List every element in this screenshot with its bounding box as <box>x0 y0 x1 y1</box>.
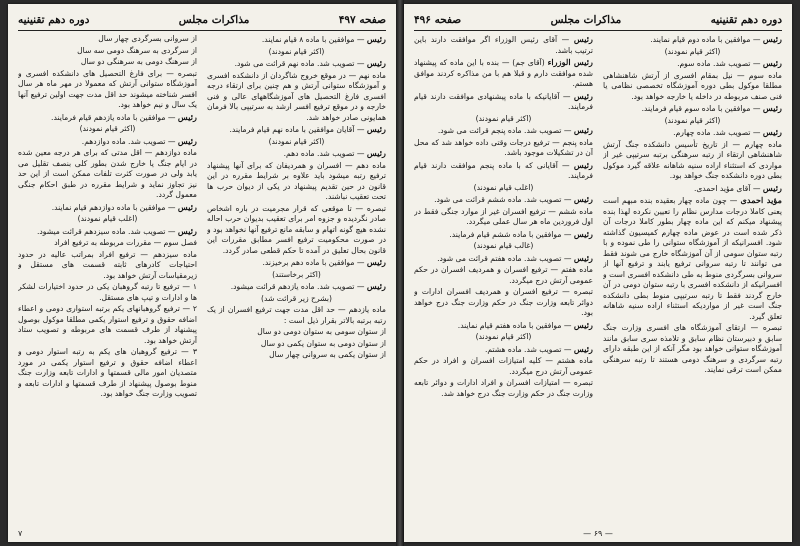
stage-note <box>414 241 593 252</box>
text-paragraph <box>18 304 197 346</box>
speaker-name: رئیس <box>177 111 197 122</box>
speaker-name: رئیس <box>366 58 386 68</box>
speaker-name: رئیس <box>366 148 386 158</box>
speaker-name: مؤید احمدی <box>740 195 782 205</box>
speech-paragraph <box>414 320 593 332</box>
paragraph-text: ماده دهم — افسران و همردیفان که برای آنها پیشنهاد ترفیع رتبه میشود باید علاوه بر شرایط مقرره در این قانون در حین تقدیم پیشنهاد در یکی از دیوان حرب ها تحت تعقیب نباشند. <box>207 160 386 201</box>
speech-paragraph <box>207 34 386 46</box>
speech-paragraph <box>603 103 782 115</box>
paragraph-text: (اغلب قیام نمودند) <box>77 214 138 223</box>
text-paragraph <box>603 323 782 376</box>
paragraph-text: — موافقین با ماده ششم قیام فرمایند. <box>449 229 572 239</box>
paragraph-text: (اکثر برخاستند) <box>272 269 321 279</box>
paragraph-text: (اکثر قیام نمودند) <box>475 332 532 341</box>
page-header <box>414 12 782 28</box>
session-label: دوره دهم تقنینیه <box>710 14 782 26</box>
speaker-name: رئیس <box>366 281 386 291</box>
stage-note <box>18 214 197 225</box>
text-paragraph <box>18 57 197 68</box>
paragraph-text: — تصویب شد. ماده دوازدهم. <box>81 136 176 146</box>
text-paragraph <box>207 204 386 257</box>
paragraph-text: — موافقین با ماده یازدهم قیام فرمایند. <box>51 112 176 122</box>
text-paragraph <box>18 69 197 111</box>
page-number-label: صفحه ۴۹۷ <box>338 14 386 26</box>
speech-paragraph <box>603 195 782 322</box>
paragraph-text: — تصویب شد. ماده یازدهم قرائت میشود. <box>230 282 365 291</box>
text-paragraph <box>18 34 197 45</box>
paragraph-text: ۲ — ترفیع گروهبانهای یکم برتبه استواری دومی و اعطاء اضافه حقوق و ترفیع استوار یکمی مطلقا موکول بوصول پیشنهاد از طرف قسمت های مربوطه و تصویب ستاد آرتش خواهد بود. <box>18 304 197 345</box>
paragraph-text: از ستوان یکمی به سروانی چهار سال <box>269 350 386 359</box>
paragraph-text: — تصویب شد. ماده دهم. <box>283 149 365 158</box>
speaker-name: رئیس <box>177 225 197 236</box>
paragraph-text: ۳ — ترفیع گروهبان های یکم به رتبه استوار دومی و اعطاء اضافه حقوق و ترفیع استوار یکمی در مورد متصدیان امور مالی قسمتها و ادارات تابعه وزارت جنگ منوط بوصول پیشنهاد از طرف قسمتها و ادارات تابعه و تصویب وزارت جنگ خواهد بود. <box>18 347 197 398</box>
paragraph-text: تبصره — ارتقای آموزشگاه های افسری وزارت جنگ سابق و دبیرستان نظام سابق و تلامذه سری سابق مانند آموزشگاه ستوانی خواهد بود مگر آنکه از این طبقه دارای رتبه سرگردی و سرهنگ دومی هستند تا رتبه سرهنگی ممکن است ترقی نمایند. <box>603 323 782 374</box>
stage-note <box>207 137 386 148</box>
speaker-name: رئیس <box>177 135 197 146</box>
text-paragraph <box>414 138 593 159</box>
paragraph-text: — موافقین با ماده دهم برخیزند. <box>262 258 365 267</box>
text-paragraph <box>18 148 197 201</box>
header-rule <box>414 30 782 31</box>
speaker-name: رئیس <box>366 34 386 44</box>
paragraph-text: — موافقین با ماده سوم قیام فرمایند. <box>641 104 761 113</box>
stage-note <box>414 114 593 125</box>
text-paragraph <box>18 250 197 282</box>
book-gutter <box>396 0 404 546</box>
paragraph-text: ماده نهم — در موقع خروج شاگردان از دانشکده افسری و آموزشگاه ستوانی آرتش و هم چنین برای ارتقاء درجه افسری فارغ التحصیل های آموزشگاههای عالی و فنی خارجه و در موقع ترفیع افسر ارشد به سرتیپی بالا فرمان همایونی صادر خواهد شد. <box>207 70 386 122</box>
paragraph-text: (آقای جم) — بنده با این ماده که پیشنهاد شده موافقت دارم و قبلا هم با من مذاکره کردند موافق هستم. <box>414 58 593 88</box>
paragraph-text: از سروانی بسرگردی چهار سال <box>98 34 197 43</box>
paragraph-text: — آقای رئیس الوزراء اگر موافقت دارند باین ترتیب باشد. <box>414 35 593 55</box>
paragraph-text: از ستوان سومی به ستوان دومی دو سال <box>257 327 386 336</box>
page-title: مذاکرات مجلس <box>550 14 622 26</box>
page-title: مذاکرات مجلس <box>178 14 250 26</box>
paragraph-text: ماده پنجم — ترفیع درجات وقتی داده خواهد شد که محل آن در تشکیلات موجود باشد. <box>414 137 593 157</box>
paragraph-text: ماده دوازدهم — اقل مدتی که برای هر درجه معین شده در ایام جنگ یا خارج شدن بطور کلی بنصف تقلیل می یابد ولی در صورت کثرت تلفات ممکن است از این حد نیز تجاوز نماید و شرایط مقرره در طبق احکام جنگی معمول گردد. <box>18 148 197 199</box>
text-paragraph <box>18 46 197 57</box>
paragraph-text: — تصویب شد. ماده پنجم قرائت می شود. <box>437 126 572 135</box>
stage-note <box>414 332 593 343</box>
speaker-name: رئیس <box>762 182 782 193</box>
paragraph-text: (اکثر قیام نمودند) <box>475 113 532 123</box>
column-left <box>18 34 197 528</box>
text-paragraph <box>414 207 593 228</box>
paragraph-text: — تصویب شد. ماده سیزدهم قرائت میشود. <box>37 226 176 236</box>
paragraph-text: فصل سوم — مقررات مربوطه به ترفیع افراد <box>54 238 197 247</box>
right-page <box>404 4 792 542</box>
paragraph-text: تبصره — امتیازات افسران و افراد ادارات و دوائر تابعه وزارت جنگ در حکم وزارت جنگ درج خواهد شد. <box>414 378 593 398</box>
speech-paragraph <box>414 125 593 137</box>
speaker-name: رئیس <box>573 34 593 44</box>
paragraph-text: (اکثر قیام نمودند) <box>664 115 721 125</box>
speech-paragraph <box>414 229 593 241</box>
paragraph-text: — آقای مؤید احمدی. <box>693 183 761 193</box>
paragraph-text: — تصویب شد. ماده سوم. <box>677 59 761 68</box>
stage-note <box>603 47 782 58</box>
speech-paragraph <box>18 112 197 124</box>
stage-note <box>603 116 782 127</box>
speech-paragraph <box>603 58 782 70</box>
paragraph-text: تبصره — ترفیع افسران و همردیف افسران ادارات و دوائر تابعه وزارت جنگ در حکم وزارت جنگ درج خواهد بود. <box>414 287 593 317</box>
speech-paragraph <box>18 136 197 148</box>
speaker-name: رئیس <box>762 34 782 44</box>
page-footer: — ۶۹ — <box>583 529 613 538</box>
left-page <box>8 4 396 542</box>
text-paragraph <box>207 161 386 203</box>
speech-paragraph <box>414 57 593 90</box>
speech-paragraph <box>414 34 593 56</box>
page-number-label: صفحه ۴۹۶ <box>414 14 462 26</box>
paragraph-text: — تصویب شد. ماده ششم قرائت می شود. <box>434 195 572 204</box>
stage-note <box>18 124 197 135</box>
text-paragraph <box>603 140 782 182</box>
paragraph-text: ماده سوم — نیل بمقام افسری از آرتش شاهنشاهی مطلقا موکول بطی دوره آموزشگاه تخصصی نظامی یا فنی صنف مربوطه در داخله یا خارجه خواهد بود. <box>603 70 782 101</box>
speaker-name: رئیس الوزراء <box>547 57 593 67</box>
stage-note <box>207 47 386 58</box>
column-right <box>603 34 782 528</box>
stage-note <box>207 294 386 305</box>
text-paragraph <box>18 347 197 400</box>
speaker-name: رئیس <box>573 194 593 204</box>
paragraph-text: — آقایانی که با ماده پنجم موافقت دارند قیام فرمایند. <box>414 160 593 180</box>
page-header <box>18 12 386 28</box>
text-paragraph <box>414 287 593 319</box>
text-paragraph <box>414 356 593 377</box>
speech-paragraph <box>207 281 386 293</box>
paragraph-text: (اکثر قیام نمودند) <box>268 136 325 146</box>
paragraph-text: — تصویب شد. ماده هشتم. <box>484 344 572 354</box>
session-label: دوره دهم تقنینیه <box>18 14 90 26</box>
speaker-name: رئیس <box>366 124 386 134</box>
speech-paragraph <box>414 160 593 182</box>
speaker-name: رئیس <box>177 201 197 212</box>
paragraph-text: — تصویب شد. ماده هفتم قرائت می شود. <box>437 253 572 263</box>
header-rule <box>18 30 386 31</box>
paragraph-text: — موافقین با ماده دوم قیام نمایند. <box>650 35 761 44</box>
speaker-name: رئیس <box>573 159 593 170</box>
speech-paragraph <box>207 58 386 70</box>
paragraph-text: تبصره — تا موقعی که قرار مجرمیت در باره اشخاص صادر نگردیده و جزوه امر برای تعقیب بدیوان حرب احاله نشده هیچ گونه اتهام و سابقه مانع ترفیع آنها نخواهد بود و در صورت محکومیت ترفیع افسر مطابق مقررات این قانون بحال تعلیق در آمده تا حکم قطعی صادر گردد. <box>207 203 386 255</box>
paragraph-text: ماده یازدهم — حد اقل مدت جهت ترفیع افسران از یک رتبه برتبه بالاتر بقرار ذیل است : <box>207 305 386 325</box>
text-paragraph <box>18 282 197 303</box>
speech-paragraph <box>207 148 386 160</box>
speaker-name: رئیس <box>762 103 782 113</box>
speech-paragraph <box>414 344 593 356</box>
text-paragraph <box>414 378 593 399</box>
paragraph-text: تبصره — برای فارغ التحصیل های دانشکده افسری و آموزشگاه ستوانی آرتش که معمولا در مهر ماه هر سال افسر شناخته میشوند حد اقل مدت جهت اولین ترفیع آنها یک سال و نیم خواهد بود. <box>18 68 197 109</box>
text-paragraph <box>603 71 782 103</box>
text-paragraph <box>207 327 386 338</box>
text-paragraph <box>207 350 386 361</box>
speaker-name: رئیس <box>573 125 593 135</box>
column-left <box>414 34 593 528</box>
stage-note <box>207 270 386 281</box>
paragraph-text: — موافقین با ماده ۸ قیام نمایند. <box>261 35 365 44</box>
paragraph-text: از ستوان دومی به ستوان یکمی دو سال <box>260 338 386 348</box>
paragraph-text: (اکثر قیام نمودند) <box>664 46 721 56</box>
text-columns <box>414 34 782 528</box>
paragraph-text: — موافقین با ماده هفتم قیام نمایند. <box>457 320 572 330</box>
speech-paragraph <box>207 124 386 136</box>
paragraph-text: ماده سیزدهم — ترفیع افراد بمراتب عالیه در حدود احتیاجات کادرهای ثابته قسمت های مستقل و زیرمقیاسات آرتش خواهد بود. <box>18 249 197 280</box>
speech-paragraph <box>603 34 782 46</box>
speech-paragraph <box>414 91 593 113</box>
speaker-name: رئیس <box>573 90 593 101</box>
speaker-name: رئیس <box>573 343 593 354</box>
paragraph-text: — چون ماده چهار بعقیده بنده مبهم است یعنی کاملا درجات مدارس نظام را تعیین نکرده لهذا بنده پیشنهاد میکنم که این ماده چهار بطور کاملا درجات آن ذکر شده است در عوض ماده چهارم کمیسیون گذاشته شود. افسرانیکه از آموزشگاه ستوانی را طی نموده و با رتبه ستوان سومی از آن آموزشگاه خارج می شوند فقط می توانند تا رتبه سروانی ترفیع یابند و ترفیع آنها از سروانی بسرگردی منوط به طی دانشکده افسری است و افسرانیکه از دانشکده افسری با رتبه ستوان دومی در آن خارج گردند فقط تا رتبه سرتیپی منوط بطی دانشکده جنگ است غیر از مواردیکه استثناء اراده سنیه شاهانه تعلق گیرد. <box>603 196 782 321</box>
speech-paragraph <box>414 253 593 265</box>
paragraph-text: ماده ششم — ترفیع افسران غیر از موارد جنگی فقط در اول فروردین ماه هر سال عملی میگردد. <box>414 206 593 226</box>
speech-paragraph <box>414 194 593 206</box>
page-footer: ۷ <box>18 529 23 538</box>
text-paragraph <box>207 71 386 124</box>
speech-paragraph <box>18 226 197 238</box>
text-paragraph <box>414 265 593 286</box>
paragraph-text: ماده هفتم — ترفیع افسران و همردیف افسران در حکم عمومی آرتش درج میگردد. <box>414 265 593 285</box>
paragraph-text: (اغلب قیام نمودند) <box>473 182 534 192</box>
paragraph-text: از سرگردی به سرهنگ دومی سه سال <box>77 45 197 55</box>
speech-paragraph <box>207 257 386 269</box>
paragraph-text: — تصویب شد. ماده چهارم. <box>673 128 761 137</box>
speaker-name: رئیس <box>573 228 593 239</box>
speaker-name: رئیس <box>573 319 593 330</box>
stage-note <box>414 183 593 194</box>
speech-paragraph <box>603 127 782 139</box>
paragraph-text: (غالب قیام نمودند) <box>473 241 534 250</box>
speech-paragraph <box>18 202 197 214</box>
paragraph-text: — آقایانیکه با ماده پیشنهادی موافقت دارند قیام فرمایند. <box>414 91 593 111</box>
speaker-name: رئیس <box>366 257 386 267</box>
paragraph-text: از سرهنگ دومی به سرهنگی دو سال <box>80 57 197 66</box>
text-paragraph <box>207 339 386 350</box>
speaker-name: رئیس <box>573 252 593 263</box>
paragraph-text: (اکثر قیام نمودند) <box>79 124 136 133</box>
paragraph-text: (بشرح زیر قرائت شد) <box>261 293 332 303</box>
text-columns <box>18 34 386 528</box>
paragraph-text: (اکثر قیام نمودند) <box>268 46 325 56</box>
paragraph-text: ماده هشتم — کلیه امتیازات افسران و افراد در حکم عمومی آرتش درج میگردد. <box>414 356 593 376</box>
text-paragraph <box>18 238 197 249</box>
column-right <box>207 34 386 528</box>
paragraph-text: ماده چهارم — از تاریخ تأسیس دانشکده جنگ آرتش شاهنشاهی ارتقاء از رتبه سرهنگی برتبه سرتیپی غیر از مواردی که استثناء اراده سنیه شاهانه علاقه گیرد موکول بطی دوره دانشکده جنگ خواهد بود. <box>603 139 782 180</box>
speech-paragraph <box>603 183 782 195</box>
paragraph-text: ۱ — ترفیع تا رتبه گروهبان یکی در حدود اختیارات لشکر ها و ادارات و تیپ های مستقل. <box>18 282 197 302</box>
paragraph-text: — موافقین با ماده دوازدهم قیام نمایند. <box>51 202 176 212</box>
speaker-name: رئیس <box>762 58 782 68</box>
paragraph-text: — تصویب شد. ماده نهم قرائت می شود. <box>234 59 365 68</box>
text-paragraph <box>207 305 386 326</box>
paragraph-text: — آقایان موافقین با ماده نهم قیام فرمایند. <box>229 125 365 134</box>
speaker-name: رئیس <box>762 127 782 137</box>
